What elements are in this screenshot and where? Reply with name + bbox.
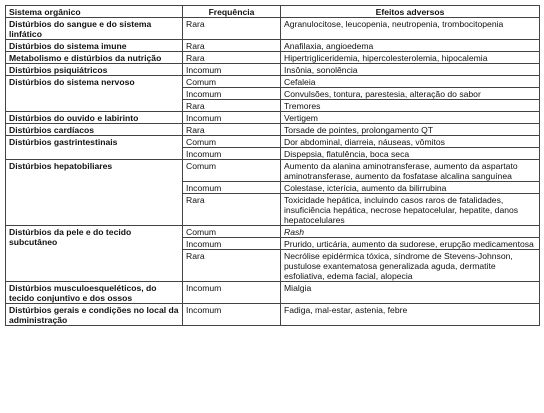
adverse-effects-table <box>5 5 540 326</box>
system-cell: Distúrbios do sangue e do sistema linfático <box>6 18 183 40</box>
effect-cell: Necrólise epidérmica tóxica, síndrome de Stevens-Johnson, pustulose exantematosa generalizada aguda, dermatite esfoliativa, edema facial, alopecia <box>281 250 540 282</box>
table-row <box>6 136 540 148</box>
frequency-cell: Incomum <box>183 304 281 326</box>
effect-cell: Agranulocitose, leucopenia, neutropenia, trombocitopenia <box>281 18 540 40</box>
system-cell: Distúrbios psiquiátricos <box>6 64 183 76</box>
effect-cell: Fadiga, mal-estar, astenia, febre <box>281 304 540 326</box>
effect-cell: Prurido, urticária, aumento da sudorese, erupção medicamentosa <box>281 238 540 250</box>
table-row <box>6 40 540 52</box>
effect-cell: Convulsões, tontura, parestesia, alteração do sabor <box>281 88 540 100</box>
frequency-cell: Rara <box>183 250 281 282</box>
header-system: Sistema orgânico <box>6 6 183 18</box>
effect-cell: Insônia, sonolência <box>281 64 540 76</box>
system-cell: Distúrbios musculoesqueléticos, do tecido conjuntivo e dos ossos <box>6 282 183 304</box>
frequency-cell: Comum <box>183 160 281 182</box>
effect-cell: Mialgia <box>281 282 540 304</box>
table-row <box>6 64 540 76</box>
header-adverse-effects: Efeitos adversos <box>281 6 540 18</box>
frequency-cell: Rara <box>183 100 281 112</box>
system-cell: Metabolismo e distúrbios da nutrição <box>6 52 183 64</box>
system-cell: Distúrbios do sistema nervoso <box>6 76 183 112</box>
table-row <box>6 76 540 88</box>
frequency-cell: Incomum <box>183 182 281 194</box>
system-cell: Distúrbios do ouvido e labirinto <box>6 112 183 124</box>
frequency-cell: Rara <box>183 194 281 226</box>
system-cell: Distúrbios gastrintestinais <box>6 136 183 160</box>
table-row <box>6 226 540 238</box>
system-cell: Distúrbios gerais e condições no local da administração <box>6 304 183 326</box>
system-cell: Distúrbios hepatobiliares <box>6 160 183 226</box>
frequency-cell: Comum <box>183 76 281 88</box>
header-frequency: Frequência <box>183 6 281 18</box>
frequency-cell: Incomum <box>183 238 281 250</box>
frequency-cell: Incomum <box>183 64 281 76</box>
table-row <box>6 112 540 124</box>
frequency-cell: Comum <box>183 136 281 148</box>
header-row <box>6 6 540 18</box>
system-cell: Distúrbios da pele e do tecido subcutâneo <box>6 226 183 282</box>
frequency-cell: Comum <box>183 226 281 238</box>
frequency-cell: Rara <box>183 40 281 52</box>
table-row <box>6 124 540 136</box>
frequency-cell: Incomum <box>183 88 281 100</box>
effect-cell: Tremores <box>281 100 540 112</box>
effect-cell: Toxicidade hepática, incluindo casos raros de fatalidades, insuficiência hepática, necrose hepatocelular, hepatite, danos hepatocelulares <box>281 194 540 226</box>
effect-cell: Vertigem <box>281 112 540 124</box>
table-row <box>6 18 540 40</box>
effect-cell: Torsade de pointes, prolongamento QT <box>281 124 540 136</box>
effect-cell: Aumento da alanina aminotransferase, aumento da aspartato aminotransferase, aumento da fosfatase alcalina sanguínea <box>281 160 540 182</box>
frequency-cell: Incomum <box>183 148 281 160</box>
effect-cell: Hipertrigliceridemia, hipercolesterolemia, hipocalemia <box>281 52 540 64</box>
frequency-cell: Rara <box>183 18 281 40</box>
frequency-cell: Rara <box>183 52 281 64</box>
frequency-cell: Incomum <box>183 112 281 124</box>
table-row <box>6 52 540 64</box>
effect-cell: Dispepsia, flatulência, boca seca <box>281 148 540 160</box>
effect-cell: Dor abdominal, diarreia, náuseas, vômitos <box>281 136 540 148</box>
table-row <box>6 304 540 326</box>
effect-cell: Cefaleia <box>281 76 540 88</box>
table-row <box>6 160 540 182</box>
effect-cell: Rash <box>281 226 540 238</box>
effect-cell: Anafilaxia, angioedema <box>281 40 540 52</box>
system-cell: Distúrbios cardíacos <box>6 124 183 136</box>
frequency-cell: Rara <box>183 124 281 136</box>
effect-cell: Colestase, icterícia, aumento da bilirrubina <box>281 182 540 194</box>
system-cell: Distúrbios do sistema imune <box>6 40 183 52</box>
table-row <box>6 282 540 304</box>
frequency-cell: Incomum <box>183 282 281 304</box>
